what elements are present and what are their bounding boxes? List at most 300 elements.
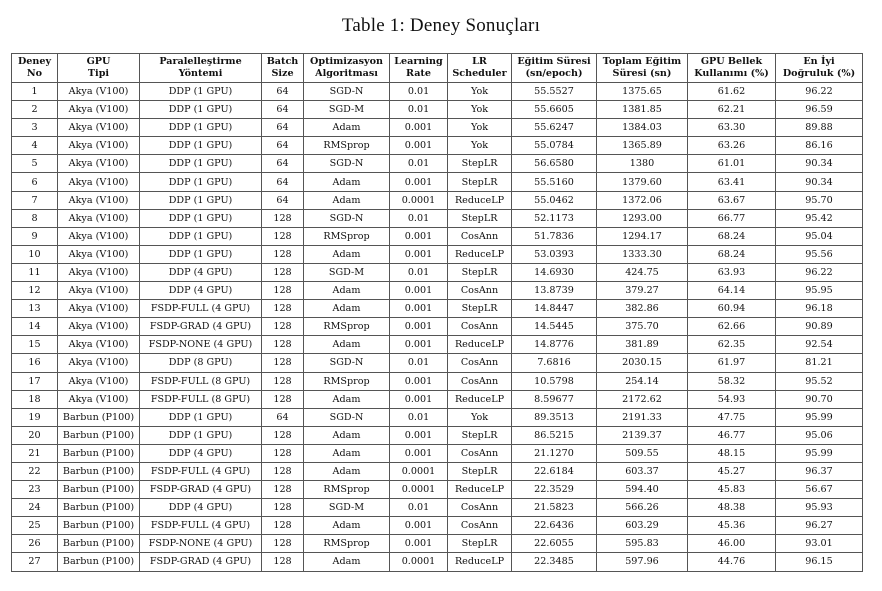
table-cell: CosAnn xyxy=(448,372,512,390)
table-cell: 2172.62 xyxy=(597,390,688,408)
table-cell: 60.94 xyxy=(688,300,776,318)
column-header-line: Rate xyxy=(406,68,431,79)
table-row xyxy=(12,155,863,173)
table-row xyxy=(12,336,863,354)
table-cell: FSDP-NONE (4 GPU) xyxy=(140,535,262,553)
table-cell: 51.7836 xyxy=(512,227,597,245)
table-cell: CosAnn xyxy=(448,227,512,245)
column-header xyxy=(776,54,863,83)
table-cell: DDP (4 GPU) xyxy=(140,499,262,517)
column-header-line: Algoritması xyxy=(315,68,378,79)
table-cell: 4 xyxy=(12,137,58,155)
table-cell: DDP (1 GPU) xyxy=(140,83,262,101)
table-row xyxy=(12,444,863,462)
table-cell: 45.83 xyxy=(688,481,776,499)
table-cell: 96.15 xyxy=(776,553,863,571)
table-cell: Akya (V100) xyxy=(58,372,140,390)
table-cell: 46.77 xyxy=(688,426,776,444)
table-cell: 0.001 xyxy=(390,517,448,535)
table-cell: 96.22 xyxy=(776,83,863,101)
table-row xyxy=(12,535,863,553)
table-cell: 27 xyxy=(12,553,58,571)
table-cell: 2191.33 xyxy=(597,408,688,426)
table-cell: 2 xyxy=(12,101,58,119)
table-cell: ReduceLP xyxy=(448,553,512,571)
table-row xyxy=(12,517,863,535)
table-cell: 64 xyxy=(262,137,304,155)
column-header-line: Batch xyxy=(266,56,299,67)
table-cell: 595.83 xyxy=(597,535,688,553)
table-cell: Akya (V100) xyxy=(58,354,140,372)
column-header-line: Scheduler xyxy=(452,68,507,79)
table-cell: Akya (V100) xyxy=(58,282,140,300)
table-cell: 22.6184 xyxy=(512,462,597,480)
table-cell: 22.3485 xyxy=(512,553,597,571)
table-cell: Barbun (P100) xyxy=(58,426,140,444)
table-cell: Adam xyxy=(304,426,390,444)
table-cell: 1384.03 xyxy=(597,119,688,137)
table-cell: 64 xyxy=(262,119,304,137)
table-cell: ReduceLP xyxy=(448,191,512,209)
table-cell: 1333.30 xyxy=(597,245,688,263)
column-header xyxy=(58,54,140,83)
table-cell: 15 xyxy=(12,336,58,354)
table-cell: 1379.60 xyxy=(597,173,688,191)
table-cell: 381.89 xyxy=(597,336,688,354)
table-cell: 0.001 xyxy=(390,137,448,155)
table-cell: DDP (1 GPU) xyxy=(140,245,262,263)
column-header-line: Paralelleştirme xyxy=(159,56,242,67)
table-cell: SGD-N xyxy=(304,408,390,426)
table-cell: 128 xyxy=(262,481,304,499)
table-cell: 1294.17 xyxy=(597,227,688,245)
column-header xyxy=(597,54,688,83)
table-cell: 128 xyxy=(262,517,304,535)
table-cell: 20 xyxy=(12,426,58,444)
table-cell: 55.6605 xyxy=(512,101,597,119)
table-cell: 95.99 xyxy=(776,408,863,426)
table-cell: FSDP-FULL (4 GPU) xyxy=(140,517,262,535)
table-cell: 95.52 xyxy=(776,372,863,390)
table-cell: 128 xyxy=(262,300,304,318)
table-cell: DDP (1 GPU) xyxy=(140,173,262,191)
table-cell: Adam xyxy=(304,119,390,137)
table-cell: StepLR xyxy=(448,535,512,553)
table-cell: 93.01 xyxy=(776,535,863,553)
table-cell: 63.67 xyxy=(688,191,776,209)
table-cell: 0.01 xyxy=(390,83,448,101)
table-cell: 21.1270 xyxy=(512,444,597,462)
table-cell: 21.5823 xyxy=(512,499,597,517)
table-cell: 63.30 xyxy=(688,119,776,137)
table-cell: 1293.00 xyxy=(597,209,688,227)
table-cell: FSDP-GRAD (4 GPU) xyxy=(140,318,262,336)
table-cell: 95.95 xyxy=(776,282,863,300)
table-cell: 0.001 xyxy=(390,444,448,462)
table-cell: Adam xyxy=(304,390,390,408)
table-header xyxy=(12,54,863,83)
table-row xyxy=(12,83,863,101)
table-cell: 26 xyxy=(12,535,58,553)
table-cell: 128 xyxy=(262,282,304,300)
table-cell: 128 xyxy=(262,499,304,517)
table-cell: Adam xyxy=(304,517,390,535)
table-cell: StepLR xyxy=(448,300,512,318)
table-cell: FSDP-NONE (4 GPU) xyxy=(140,336,262,354)
table-cell: 55.0784 xyxy=(512,137,597,155)
table-cell: 62.35 xyxy=(688,336,776,354)
table-cell: 62.21 xyxy=(688,101,776,119)
table-cell: 8.59677 xyxy=(512,390,597,408)
table-cell: 16 xyxy=(12,354,58,372)
table-cell: RMSprop xyxy=(304,372,390,390)
table-cell: 8 xyxy=(12,209,58,227)
table-cell: 1372.06 xyxy=(597,191,688,209)
table-cell: Adam xyxy=(304,336,390,354)
table-cell: StepLR xyxy=(448,209,512,227)
table-cell: 128 xyxy=(262,535,304,553)
table-cell: DDP (1 GPU) xyxy=(140,227,262,245)
table-cell: DDP (1 GPU) xyxy=(140,137,262,155)
table-cell: Akya (V100) xyxy=(58,318,140,336)
table-cell: StepLR xyxy=(448,462,512,480)
table-cell: 509.55 xyxy=(597,444,688,462)
table-cell: 23 xyxy=(12,481,58,499)
table-cell: StepLR xyxy=(448,426,512,444)
table-row xyxy=(12,318,863,336)
table-cell: Akya (V100) xyxy=(58,300,140,318)
table-cell: 64 xyxy=(262,155,304,173)
column-header-line: GPU Bellek xyxy=(700,56,763,67)
table-cell: Akya (V100) xyxy=(58,83,140,101)
table-cell: 68.24 xyxy=(688,227,776,245)
table-cell: Adam xyxy=(304,191,390,209)
table-cell: 0.0001 xyxy=(390,191,448,209)
table-cell: 11 xyxy=(12,263,58,281)
column-header-line: Learning xyxy=(394,56,443,67)
table-cell: 46.00 xyxy=(688,535,776,553)
table-cell: Akya (V100) xyxy=(58,209,140,227)
table-cell: 3 xyxy=(12,119,58,137)
table-cell: 44.76 xyxy=(688,553,776,571)
column-header-line: No xyxy=(26,68,43,79)
column-header-line: LR xyxy=(472,56,487,67)
table-cell: 0.0001 xyxy=(390,462,448,480)
column-header xyxy=(140,54,262,83)
table-cell: 55.6247 xyxy=(512,119,597,137)
table-cell: Yok xyxy=(448,119,512,137)
table-cell: 13 xyxy=(12,300,58,318)
table-cell: 10.5798 xyxy=(512,372,597,390)
column-header-line: Toplam Eğitim xyxy=(602,56,682,67)
table-cell: 1380 xyxy=(597,155,688,173)
table-cell: SGD-N xyxy=(304,209,390,227)
table-cell: Adam xyxy=(304,553,390,571)
table-cell: 0.01 xyxy=(390,263,448,281)
column-header-line: Süresi (sn) xyxy=(612,68,672,79)
table-cell: FSDP-GRAD (4 GPU) xyxy=(140,481,262,499)
column-header xyxy=(304,54,390,83)
table-cell: 89.3513 xyxy=(512,408,597,426)
table-cell: 0.001 xyxy=(390,372,448,390)
table-cell: 22 xyxy=(12,462,58,480)
table-cell: 0.001 xyxy=(390,390,448,408)
table-cell: 0.01 xyxy=(390,408,448,426)
table-cell: DDP (4 GPU) xyxy=(140,282,262,300)
table-cell: 0.001 xyxy=(390,227,448,245)
table-cell: 128 xyxy=(262,372,304,390)
table-cell: CosAnn xyxy=(448,282,512,300)
table-cell: 96.59 xyxy=(776,101,863,119)
table-cell: 64 xyxy=(262,191,304,209)
table-cell: SGD-M xyxy=(304,499,390,517)
table-cell: 18 xyxy=(12,390,58,408)
table-cell: 0.001 xyxy=(390,245,448,263)
table-cell: 52.1173 xyxy=(512,209,597,227)
table-cell: DDP (1 GPU) xyxy=(140,155,262,173)
table-cell: Barbun (P100) xyxy=(58,517,140,535)
table-cell: 7.6816 xyxy=(512,354,597,372)
table-cell: DDP (1 GPU) xyxy=(140,119,262,137)
table-cell: 1365.89 xyxy=(597,137,688,155)
table-cell: 7 xyxy=(12,191,58,209)
table-row xyxy=(12,390,863,408)
table-cell: DDP (1 GPU) xyxy=(140,191,262,209)
table-row xyxy=(12,209,863,227)
table-cell: 0.01 xyxy=(390,101,448,119)
table-cell: 128 xyxy=(262,444,304,462)
table-cell: Akya (V100) xyxy=(58,137,140,155)
table-cell: 89.88 xyxy=(776,119,863,137)
table-row xyxy=(12,263,863,281)
table-cell: Akya (V100) xyxy=(58,155,140,173)
table-cell: Yok xyxy=(448,101,512,119)
table-cell: 0.001 xyxy=(390,426,448,444)
table-cell: 128 xyxy=(262,390,304,408)
table-cell: 128 xyxy=(262,263,304,281)
table-cell: 14.8776 xyxy=(512,336,597,354)
table-cell: 254.14 xyxy=(597,372,688,390)
table-cell: 55.5160 xyxy=(512,173,597,191)
table-cell: StepLR xyxy=(448,173,512,191)
table-cell: 382.86 xyxy=(597,300,688,318)
table-cell: RMSprop xyxy=(304,227,390,245)
table-cell: 21 xyxy=(12,444,58,462)
table-row xyxy=(12,408,863,426)
table-cell: DDP (1 GPU) xyxy=(140,101,262,119)
column-header xyxy=(512,54,597,83)
table-cell: Akya (V100) xyxy=(58,227,140,245)
table-cell: Barbun (P100) xyxy=(58,553,140,571)
table-cell: 56.6580 xyxy=(512,155,597,173)
table-cell: SGD-M xyxy=(304,101,390,119)
table-cell: Barbun (P100) xyxy=(58,481,140,499)
table-cell: 0.0001 xyxy=(390,553,448,571)
table-cell: 95.93 xyxy=(776,499,863,517)
table-cell: 603.37 xyxy=(597,462,688,480)
table-cell: Yok xyxy=(448,408,512,426)
column-header-line: Doğruluk (%) xyxy=(782,68,856,79)
table-cell: 22.3529 xyxy=(512,481,597,499)
table-cell: 48.15 xyxy=(688,444,776,462)
table-cell: Barbun (P100) xyxy=(58,499,140,517)
table-caption: Table 1: Deney Sonuçları xyxy=(341,15,541,36)
table-cell: CosAnn xyxy=(448,444,512,462)
results-table-container xyxy=(11,53,862,572)
column-header-line: Yöntemi xyxy=(178,68,223,79)
table-cell: FSDP-FULL (8 GPU) xyxy=(140,390,262,408)
column-header-line: En İyi xyxy=(803,56,835,67)
column-header-line: (sn/epoch) xyxy=(525,68,583,79)
results-table xyxy=(11,53,863,572)
table-row xyxy=(12,426,863,444)
table-cell: 64 xyxy=(262,101,304,119)
table-cell: 47.75 xyxy=(688,408,776,426)
table-cell: 64 xyxy=(262,173,304,191)
table-cell: 0.001 xyxy=(390,173,448,191)
column-header xyxy=(390,54,448,83)
table-cell: 25 xyxy=(12,517,58,535)
table-cell: 48.38 xyxy=(688,499,776,517)
table-cell: 0.01 xyxy=(390,155,448,173)
table-cell: Adam xyxy=(304,173,390,191)
table-cell: 0.001 xyxy=(390,336,448,354)
table-cell: 95.42 xyxy=(776,209,863,227)
table-cell: 0.001 xyxy=(390,318,448,336)
table-cell: 128 xyxy=(262,553,304,571)
table-cell: 0.01 xyxy=(390,354,448,372)
table-cell: Akya (V100) xyxy=(58,191,140,209)
table-cell: ReduceLP xyxy=(448,245,512,263)
table-cell: SGD-N xyxy=(304,83,390,101)
table-cell: 0.001 xyxy=(390,535,448,553)
table-cell: 90.70 xyxy=(776,390,863,408)
table-cell: 13.8739 xyxy=(512,282,597,300)
table-cell: Barbun (P100) xyxy=(58,535,140,553)
table-cell: Yok xyxy=(448,137,512,155)
table-cell: 63.41 xyxy=(688,173,776,191)
table-row xyxy=(12,227,863,245)
table-cell: DDP (4 GPU) xyxy=(140,263,262,281)
table-cell: Akya (V100) xyxy=(58,245,140,263)
table-cell: Akya (V100) xyxy=(58,119,140,137)
table-cell: 424.75 xyxy=(597,263,688,281)
table-row xyxy=(12,300,863,318)
table-cell: 63.93 xyxy=(688,263,776,281)
table-cell: 90.34 xyxy=(776,155,863,173)
table-cell: Akya (V100) xyxy=(58,101,140,119)
table-cell: 61.01 xyxy=(688,155,776,173)
table-cell: 61.97 xyxy=(688,354,776,372)
table-cell: 1375.65 xyxy=(597,83,688,101)
column-header-line: Kullanımı (%) xyxy=(694,68,769,79)
table-cell: Barbun (P100) xyxy=(58,444,140,462)
table-cell: Adam xyxy=(304,300,390,318)
table-cell: 603.29 xyxy=(597,517,688,535)
table-cell: ReduceLP xyxy=(448,481,512,499)
table-row xyxy=(12,173,863,191)
table-cell: 5 xyxy=(12,155,58,173)
table-cell: 53.0393 xyxy=(512,245,597,263)
column-header-line: Optimizasyon xyxy=(310,56,383,67)
table-cell: DDP (1 GPU) xyxy=(140,209,262,227)
table-cell: 0.01 xyxy=(390,499,448,517)
table-cell: 12 xyxy=(12,282,58,300)
table-cell: 66.77 xyxy=(688,209,776,227)
table-row xyxy=(12,101,863,119)
table-cell: 128 xyxy=(262,336,304,354)
table-cell: RMSprop xyxy=(304,137,390,155)
table-row xyxy=(12,137,863,155)
table-cell: 95.04 xyxy=(776,227,863,245)
table-row xyxy=(12,245,863,263)
table-cell: 95.70 xyxy=(776,191,863,209)
table-cell: 64.14 xyxy=(688,282,776,300)
table-cell: FSDP-FULL (4 GPU) xyxy=(140,462,262,480)
table-cell: 95.99 xyxy=(776,444,863,462)
table-cell: RMSprop xyxy=(304,535,390,553)
table-cell: 14.5445 xyxy=(512,318,597,336)
table-cell: SGD-M xyxy=(304,263,390,281)
table-cell: Barbun (P100) xyxy=(58,462,140,480)
table-row xyxy=(12,354,863,372)
table-cell: 379.27 xyxy=(597,282,688,300)
table-row xyxy=(12,462,863,480)
table-cell: Akya (V100) xyxy=(58,263,140,281)
table-cell: 0.001 xyxy=(390,282,448,300)
table-cell: Adam xyxy=(304,282,390,300)
column-header xyxy=(448,54,512,83)
table-cell: Akya (V100) xyxy=(58,336,140,354)
table-cell: 56.67 xyxy=(776,481,863,499)
table-cell: Adam xyxy=(304,245,390,263)
table-cell: 128 xyxy=(262,245,304,263)
table-cell: 0.01 xyxy=(390,209,448,227)
table-cell: 128 xyxy=(262,354,304,372)
table-cell: 90.34 xyxy=(776,173,863,191)
table-cell: DDP (4 GPU) xyxy=(140,444,262,462)
column-header xyxy=(688,54,776,83)
table-cell: RMSprop xyxy=(304,318,390,336)
table-cell: 68.24 xyxy=(688,245,776,263)
column-header xyxy=(262,54,304,83)
column-header-line: GPU xyxy=(86,56,111,67)
table-cell: 14 xyxy=(12,318,58,336)
table-row xyxy=(12,119,863,137)
table-cell: SGD-N xyxy=(304,155,390,173)
table-cell: 375.70 xyxy=(597,318,688,336)
table-cell: 597.96 xyxy=(597,553,688,571)
table-cell: 128 xyxy=(262,209,304,227)
table-cell: ReduceLP xyxy=(448,336,512,354)
table-cell: 0.001 xyxy=(390,300,448,318)
table-cell: 1381.85 xyxy=(597,101,688,119)
table-cell: 9 xyxy=(12,227,58,245)
table-cell: 24 xyxy=(12,499,58,517)
table-cell: 128 xyxy=(262,318,304,336)
table-cell: CosAnn xyxy=(448,354,512,372)
table-cell: 81.21 xyxy=(776,354,863,372)
table-cell: 17 xyxy=(12,372,58,390)
table-cell: 86.16 xyxy=(776,137,863,155)
table-cell: CosAnn xyxy=(448,499,512,517)
header-row xyxy=(12,54,863,83)
table-cell: 566.26 xyxy=(597,499,688,517)
table-cell: 128 xyxy=(262,227,304,245)
table-row xyxy=(12,372,863,390)
table-cell: FSDP-FULL (4 GPU) xyxy=(140,300,262,318)
table-row xyxy=(12,282,863,300)
